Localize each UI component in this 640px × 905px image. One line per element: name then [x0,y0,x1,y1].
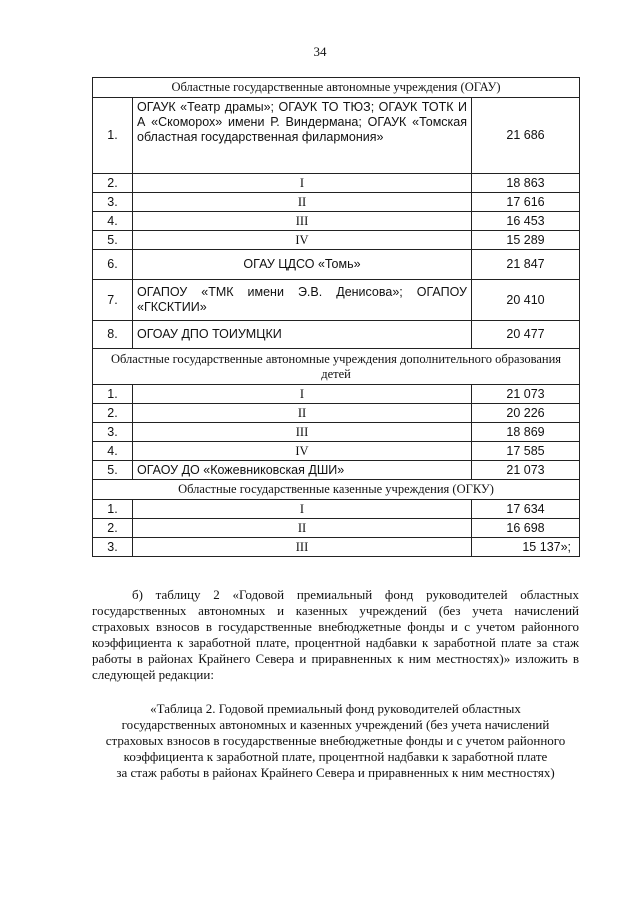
row-value: 16 453 [472,212,580,231]
section-header-ogku: Областные государственные казенные учреждения (ОГКУ) [93,480,580,500]
row-number: 3. [93,423,133,442]
row-number: 1. [93,98,133,174]
row-name: II [133,519,472,538]
page-number: 34 [313,44,327,59]
row-value: 20 410 [472,280,580,321]
row-name: ОГАПОУ «ТМК имени Э.В. Денисова»; ОГАПОУ «ГКСКТИИ» [133,280,472,321]
row-value: 15 289 [472,231,580,250]
row-value: 15 137»; [472,538,580,557]
row-value: 17 585 [472,442,580,461]
row-number: 8. [93,321,133,349]
caption-line: за стаж работы в районах Крайнего Севера и приравненных к ним местностях) [116,765,555,780]
row-value: 21 073 [472,461,580,480]
row-number: 4. [93,212,133,231]
institutions-table [92,77,580,557]
row-value: 20 477 [472,321,580,349]
row-name: III [133,212,472,231]
row-name: IV [133,442,472,461]
row-value: 16 698 [472,519,580,538]
row-value: 17 616 [472,193,580,212]
section-header-ogau: Областные государственные автономные учреждения (ОГАУ) [93,78,580,98]
section-header-dod: Областные государственные автономные учреждения дополнительного образования детей [93,349,580,385]
row-value: 21 686 [472,98,580,174]
row-number: 5. [93,231,133,250]
caption-line: коэффициента к заработной плате, процентной надбавки к заработной плате [123,749,548,764]
row-name: I [133,385,472,404]
row-value: 21 847 [472,250,580,280]
row-number: 5. [93,461,133,480]
row-number: 3. [93,538,133,557]
table-2-caption [92,701,579,781]
row-name: II [133,404,472,423]
row-number: 4. [93,442,133,461]
row-name: IV [133,231,472,250]
row-value: 18 863 [472,174,580,193]
row-number: 1. [93,500,133,519]
row-name: I [133,174,472,193]
row-number: 2. [93,519,133,538]
row-number: 3. [93,193,133,212]
caption-line: государственных автономных и казенных учреждений (без учета начислений [121,717,550,732]
row-name: III [133,538,472,557]
amendment-paragraph: б) таблицу 2 «Годовой премиальный фонд руководителей областных государственных автономных и казенных учреждений (без учета начислений страховых взносов в государственные внебюджетные фонды и с учетом районного коэффициента к заработной плате, процентной надбавки к заработной плате за стаж работы в районах Крайнего Севера и приравненных к ним местностях)» изложить в следующей редакции: [92,587,579,682]
row-number: 7. [93,280,133,321]
row-value: 21 073 [472,385,580,404]
row-name: I [133,500,472,519]
row-number: 2. [93,404,133,423]
row-number: 6. [93,250,133,280]
row-name: ОГАУК «Театр драмы»; ОГАУК ТО ТЮЗ; ОГАУК ТОТК И А «Скоморох» имени Р. Виндермана; ОГАУК «Томская областная государственная филармония» [133,98,472,174]
row-name: ОГАОУ ДО «Кожевниковская ДШИ» [133,461,472,480]
row-name: ОГАУ ЦДСО «Томь» [133,250,472,280]
row-name: II [133,193,472,212]
row-name: ОГОАУ ДПО ТОИУМЦКИ [133,321,472,349]
row-value: 18 869 [472,423,580,442]
row-name: III [133,423,472,442]
row-number: 1. [93,385,133,404]
row-number: 2. [93,174,133,193]
row-value: 17 634 [472,500,580,519]
row-value: 20 226 [472,404,580,423]
caption-line: страховых взносов в государственные внебюджетные фонды и с учетом районного [105,733,566,748]
caption-line: «Таблица 2. Годовой премиальный фонд руководителей областных [150,701,521,716]
